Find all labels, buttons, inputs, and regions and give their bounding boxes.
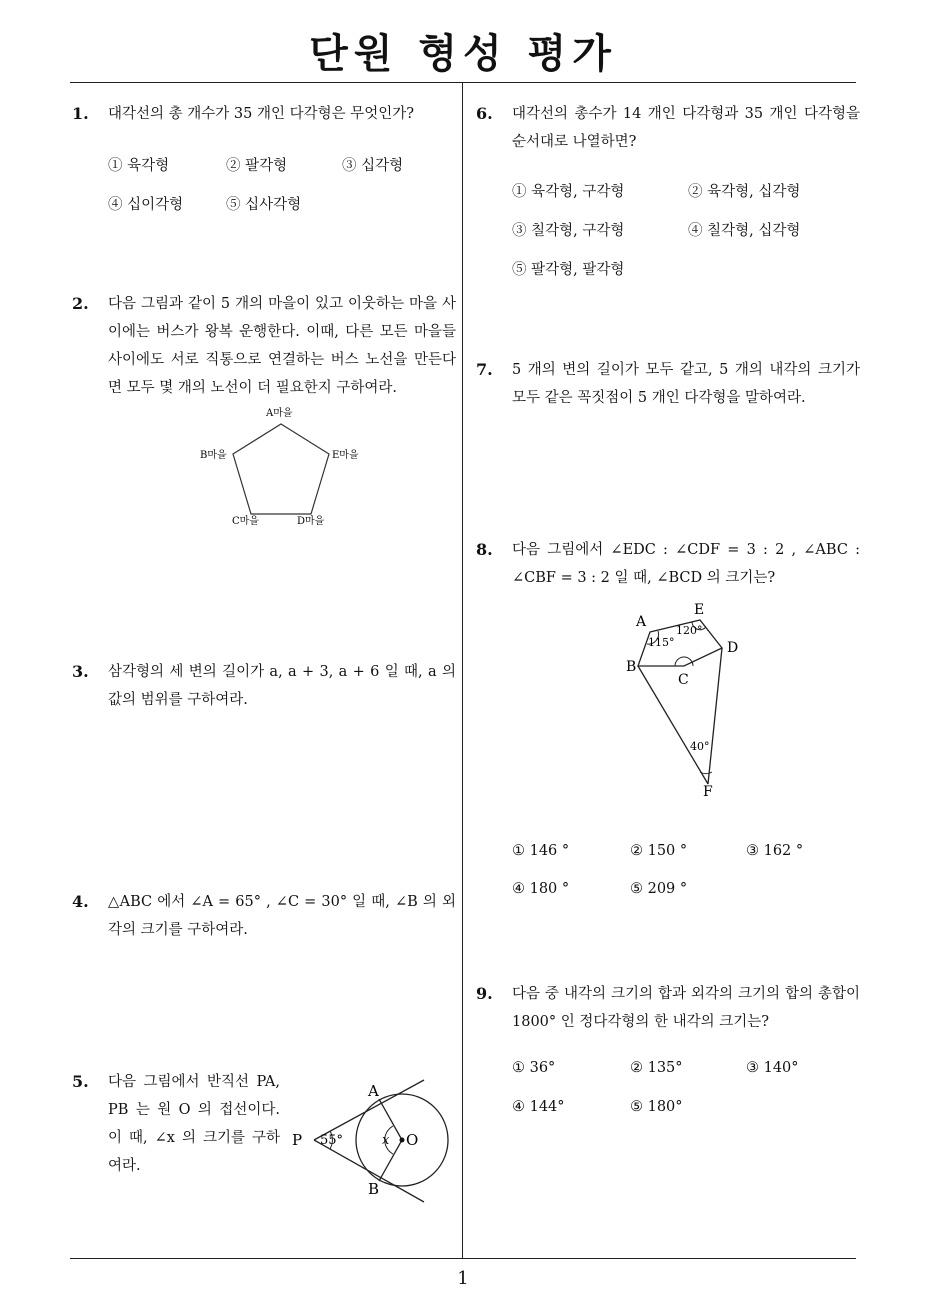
- column-divider: [462, 82, 463, 1258]
- choice-3[interactable]: ③ 162 °: [746, 843, 804, 859]
- label-village-b: B마을: [200, 450, 227, 461]
- choice-3[interactable]: ③ 십각형: [342, 158, 404, 174]
- label-a: A: [368, 1082, 379, 1100]
- question-7: [476, 356, 860, 412]
- question-8: [476, 536, 860, 592]
- question-2: [72, 290, 456, 402]
- label-village-e: E마을: [332, 450, 359, 461]
- question-number: 5.: [72, 1072, 89, 1091]
- label-angle-a: 115°: [648, 636, 675, 649]
- label-p: P: [292, 1131, 303, 1149]
- choice-2[interactable]: ② 150 °: [630, 843, 688, 859]
- question-6: [476, 100, 860, 156]
- label-angle-e: 120°: [676, 624, 703, 637]
- page-title: 단원 형성 평가: [309, 31, 617, 77]
- page-number: 1: [457, 1268, 469, 1289]
- choice-1[interactable]: ① 육각형, 구각형: [512, 184, 625, 200]
- label-b: B: [626, 659, 637, 675]
- question-4: [72, 888, 456, 944]
- question-9: [476, 980, 860, 1036]
- tangent-circle-figure: [286, 1072, 462, 1208]
- label-c: C: [678, 672, 689, 688]
- question-number: 2.: [72, 294, 89, 313]
- choice-1[interactable]: ① 36°: [512, 1060, 556, 1076]
- question-text: 5 개의 변의 길이가 모두 같고, 5 개의 내각의 크기가 모두 같은 꼭짓점이 5 개인 다각형을 말하여라.: [512, 362, 860, 406]
- question-text: △ABC 에서 ∠A = 65° , ∠C = 30° 일 때, ∠B 의 외각의 크기를 구하여라.: [108, 894, 456, 938]
- choice-2[interactable]: ② 팔각형: [226, 158, 288, 174]
- choice-5[interactable]: ⑤ 180°: [630, 1099, 683, 1115]
- choice-1[interactable]: ① 육각형: [108, 158, 170, 174]
- question-number: 4.: [72, 892, 89, 911]
- question-text: 대각선의 총수가 14 개인 다각형과 35 개인 다각형을 순서대로 나열하면?: [512, 106, 860, 150]
- label-d: D: [727, 640, 739, 656]
- choice-2[interactable]: ② 135°: [630, 1060, 683, 1076]
- choice-4[interactable]: ④ 144°: [512, 1099, 565, 1115]
- choice-4[interactable]: ④ 칠각형, 십각형: [688, 223, 801, 239]
- question-number: 8.: [476, 540, 493, 559]
- label-a: A: [636, 614, 647, 630]
- question-text: 다음 중 내각의 크기의 합과 외각의 크기의 합의 총합이 1800° 인 정다각형의 한 내각의 크기는?: [512, 986, 860, 1030]
- choice-5[interactable]: ⑤ 209 °: [630, 881, 688, 897]
- label-village-c: C마을: [232, 516, 259, 527]
- question-text: 다음 그림에서 반직선 PA, PB 는 원 O 의 접선이다. 이 때, ∠x 의 크기를 구하여라.: [108, 1074, 280, 1174]
- question-3: [72, 658, 456, 714]
- question-text: 다음 그림에서 ∠EDC : ∠CDF = 3 : 2 , ∠ABC : ∠CBF = 3 : 2 일 때, ∠BCD 의 크기는?: [512, 542, 860, 586]
- polygon-angle-figure: [620, 596, 760, 798]
- top-divider: [70, 82, 856, 83]
- choice-5[interactable]: ⑤ 십사각형: [226, 197, 302, 213]
- label-e: E: [694, 602, 705, 618]
- question-text: 삼각형의 세 변의 길이가 a, a + 3, a + 6 일 때, a 의 값의 범위를 구하여라.: [108, 664, 456, 708]
- question-number: 1.: [72, 104, 89, 123]
- question-5: [72, 1068, 280, 1180]
- label-village-a: A마을: [266, 408, 293, 419]
- choice-3[interactable]: ③ 칠각형, 구각형: [512, 223, 625, 239]
- question-number: 7.: [476, 360, 493, 379]
- question-1: [72, 100, 456, 128]
- choice-5[interactable]: ⑤ 팔각형, 팔각형: [512, 262, 625, 278]
- question-number: 9.: [476, 984, 493, 1003]
- label-f: F: [703, 784, 713, 798]
- choice-4[interactable]: ④ 십이각형: [108, 197, 184, 213]
- label-o: O: [406, 1131, 419, 1149]
- choice-3[interactable]: ③ 140°: [746, 1060, 799, 1076]
- question-number: 6.: [476, 104, 493, 123]
- label-angle-p: 55°: [320, 1133, 344, 1148]
- choice-2[interactable]: ② 육각형, 십각형: [688, 184, 801, 200]
- choice-4[interactable]: ④ 180 °: [512, 881, 570, 897]
- label-x: x: [382, 1133, 390, 1148]
- choice-1[interactable]: ① 146 °: [512, 843, 570, 859]
- bottom-divider: [70, 1258, 856, 1259]
- label-b: B: [368, 1180, 380, 1198]
- village-pentagon-figure: [180, 400, 380, 535]
- question-text: 대각선의 총 개수가 35 개인 다각형은 무엇인가?: [108, 106, 415, 122]
- question-number: 3.: [72, 662, 89, 681]
- question-text: 다음 그림과 같이 5 개의 마을이 있고 이웃하는 마을 사이에는 버스가 왕복 운행한다. 이때, 다른 모든 마을들 사이에도 서로 직통으로 연결하는 버스 노선을 만든다면 모두 몇 개의 노선이 더 필요한지 구하여라.: [108, 296, 456, 396]
- label-village-d: D마을: [297, 516, 325, 527]
- label-angle-f: 40°: [690, 740, 710, 753]
